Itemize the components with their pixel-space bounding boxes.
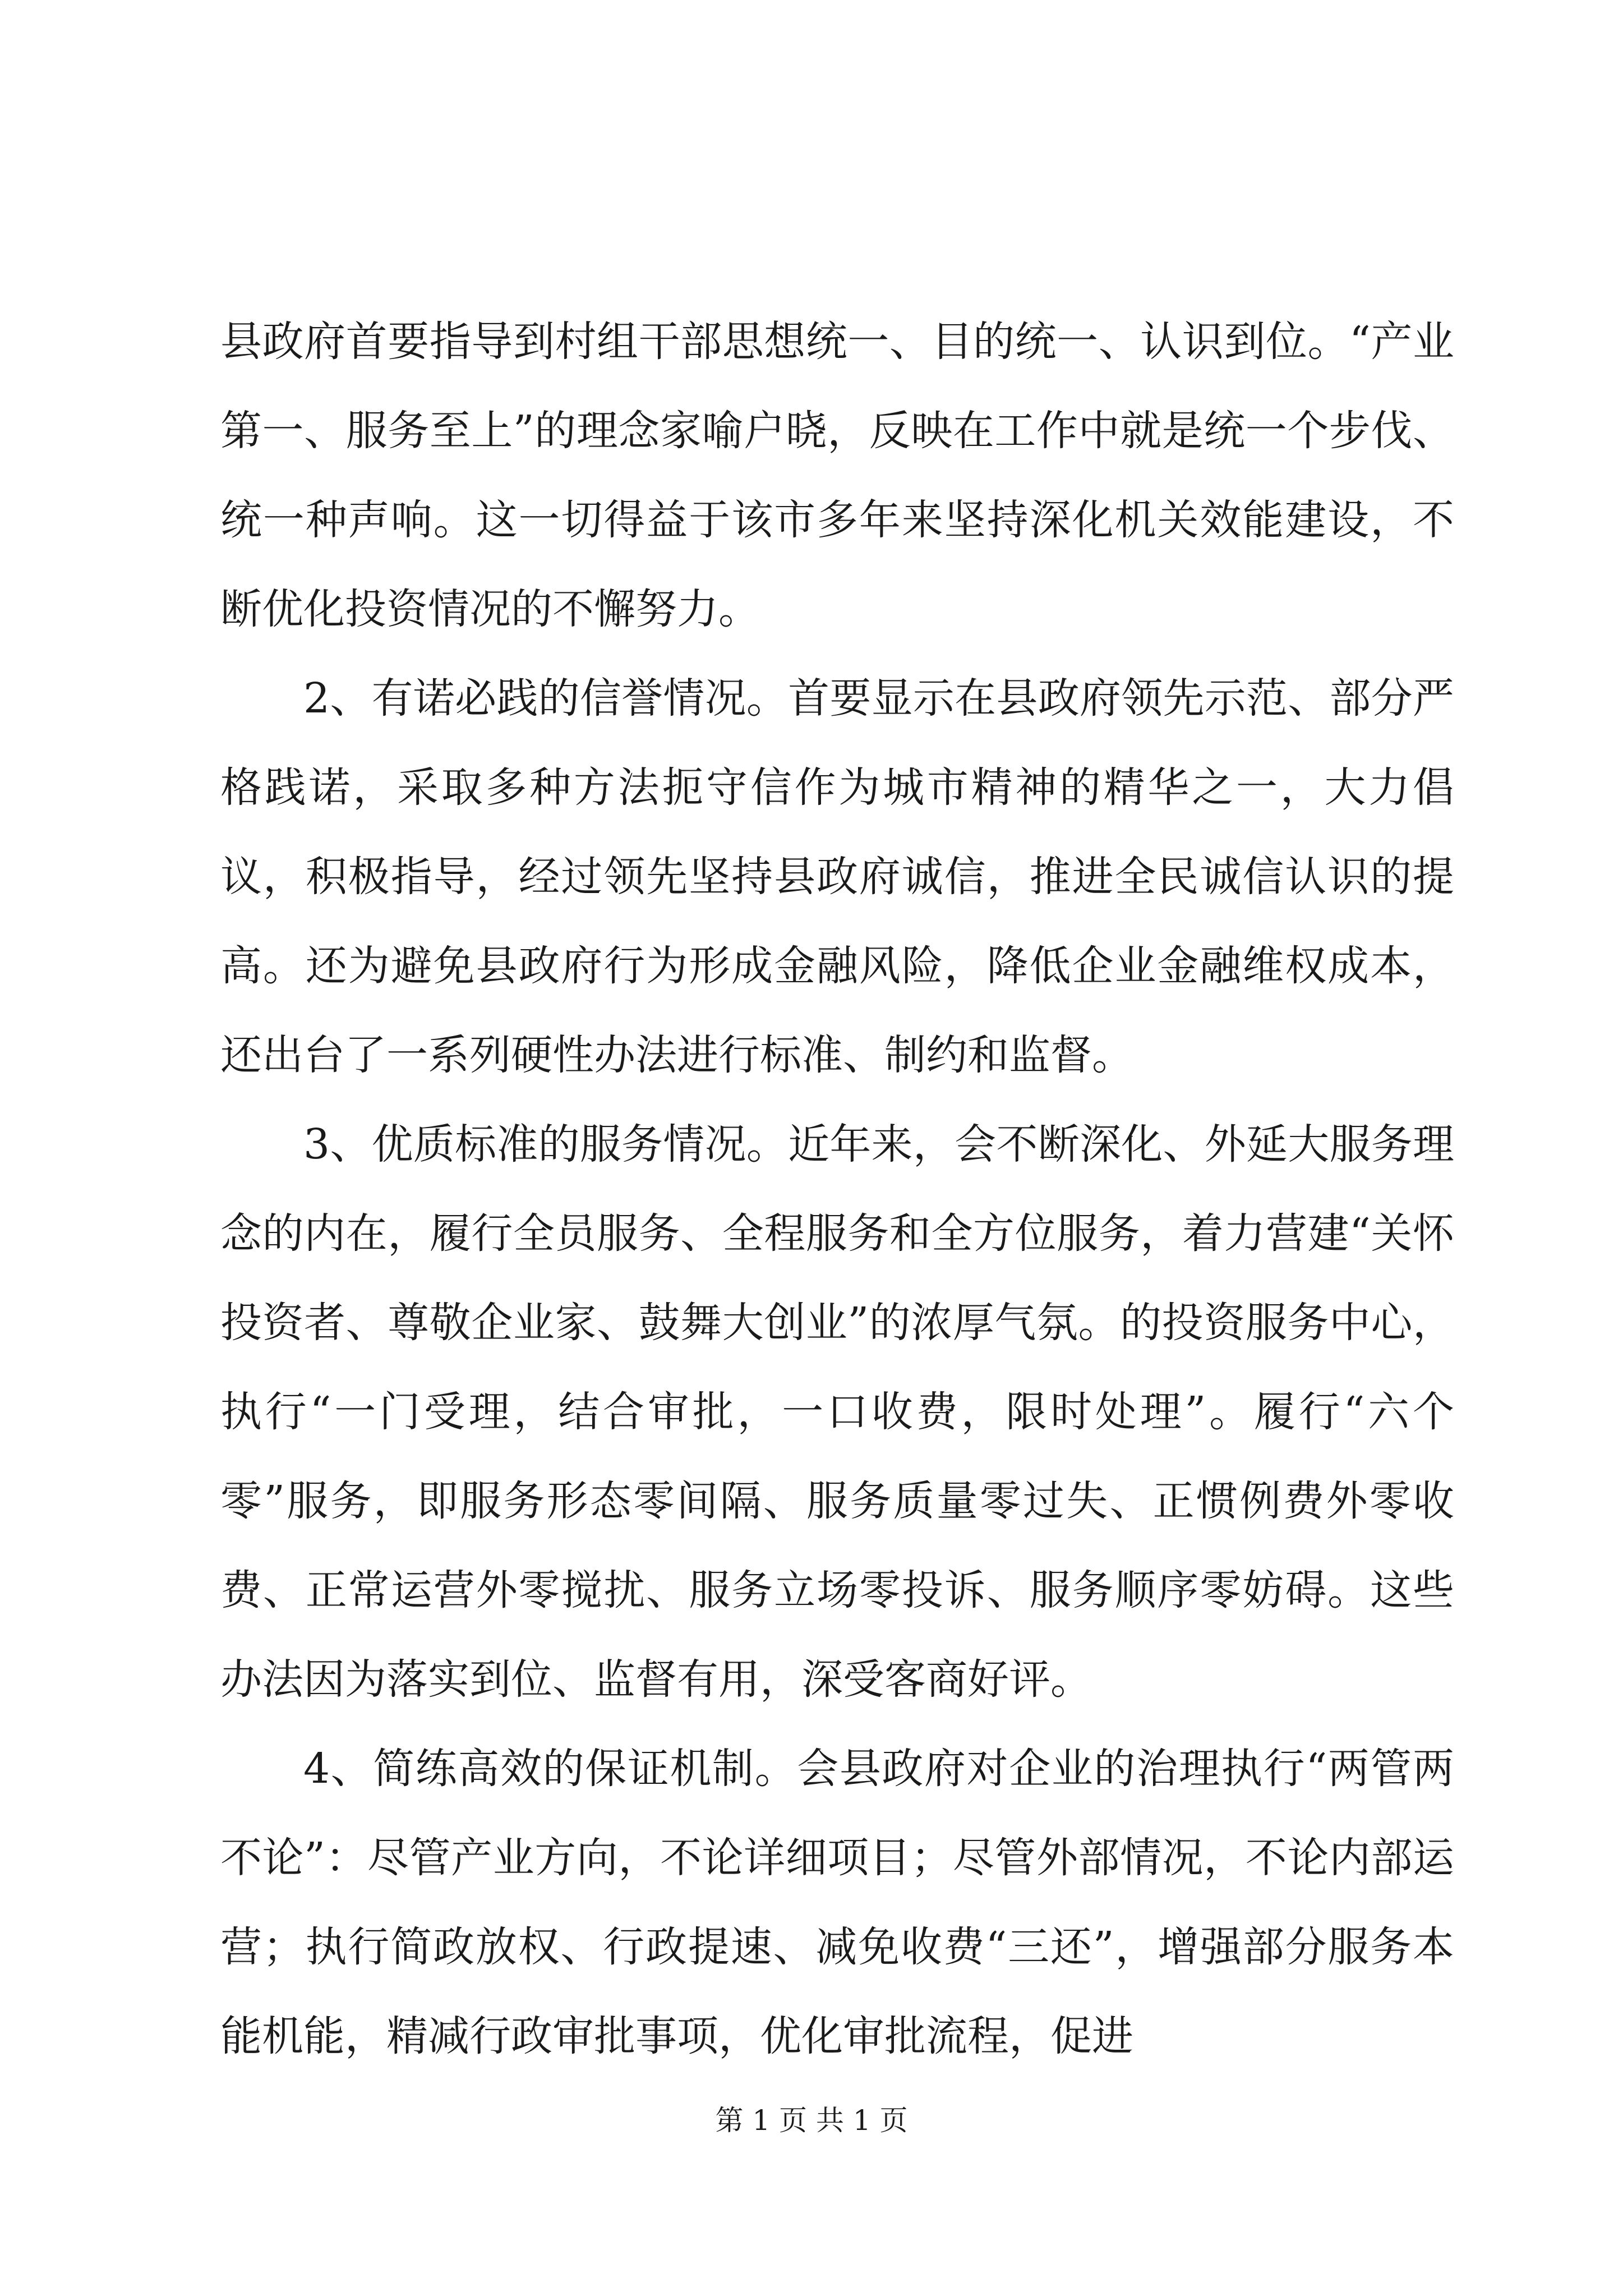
page-number-footer: 第 1 页 共 1 页 xyxy=(715,2104,908,2137)
paragraph-3: 3、优质标准的服务情况。近年来，会不断深化、外延大服务理念的内在，履行全员服务、全程服务和全方位服务，着力营建“关怀投资者、尊敬企业家、鼓舞大创业”的浓厚气氛。的投资服务中心，执行“一门受理，结合审批，一口收费，限时处理”。履行“六个零”服务，即服务形态零间隔、服务质量零过失、正惯例费外零收费、正常运营外零搅扰、服务立场零投诉、服务顺序零妨碍。这些办法因为落实到位、监督有用，深受客商好评。 xyxy=(220,1120,1454,1704)
paragraph-4: 4、简练高效的保证机制。会县政府对企业的治理执行“两管两不论”：尽管产业方向，不论详细项目；尽管外部情况，不论内部运营；执行简政放权、行政提速、减免收费“三还”，增强部分服务本能机能，精减行政审批事项，优化审批流程，促进 xyxy=(220,1745,1454,2060)
paragraph-1: 县政府首要指导到村组干部思想统一、目的统一、认识到位。“产业第一、服务至上”的理念家喻户晓，反映在工作中就是统一个步伐、统一种声响。这一切得益于该市多年来坚持深化机关效能建设，不断优化投资情况的不懈努力。 xyxy=(220,318,1454,633)
paragraph-2: 2、有诺必践的信誉情况。首要显示在县政府领先示范、部分严格践诺，采取多种方法扼守信作为城市精神的精华之一，大力倡议，积极指导，经过领先坚持县政府诚信，推进全民诚信认识的提高。还为避免县政府行为形成金融风险，降低企业金融维权成本，还出台了一系列硬性办法进行标准、制约和监督。 xyxy=(220,674,1454,1079)
document-body xyxy=(220,297,1454,2081)
